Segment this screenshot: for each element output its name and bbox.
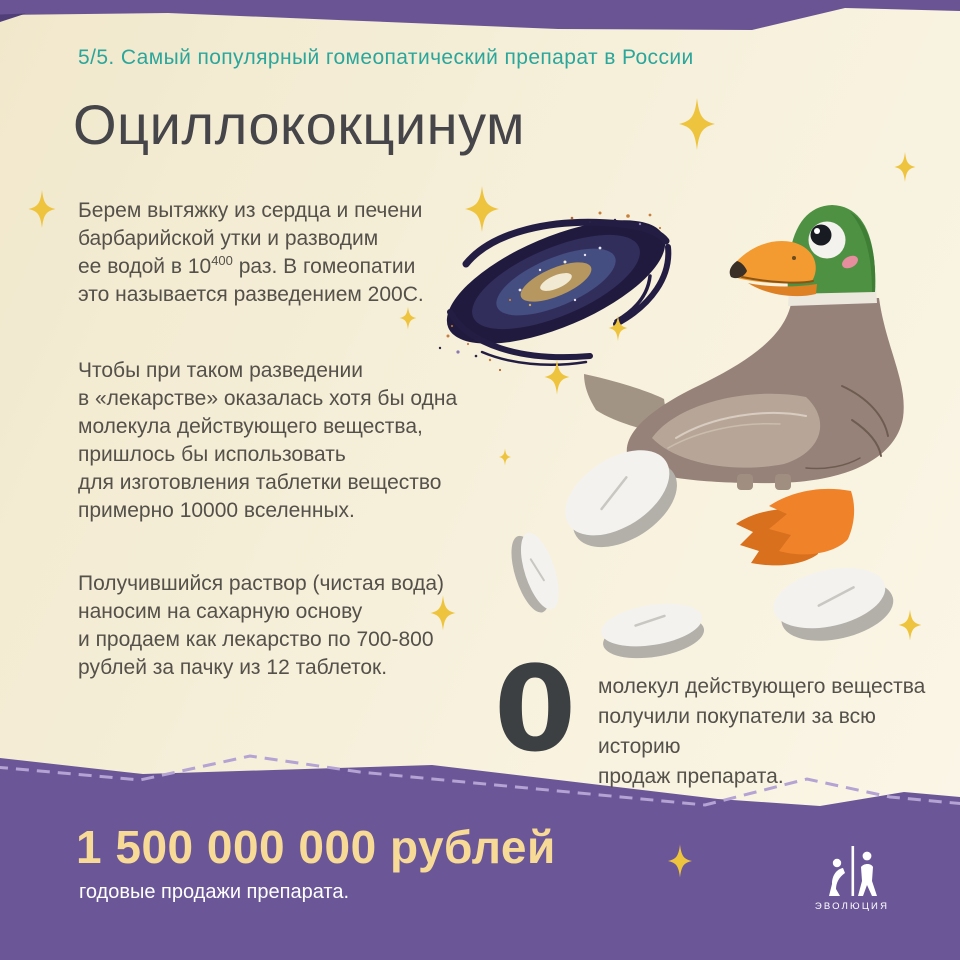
pill-icon — [504, 528, 567, 616]
sparkle-icon — [29, 190, 56, 228]
sparkle-icon — [895, 152, 916, 182]
page-title: Оциллококцинум — [73, 93, 525, 156]
paragraph-molecule — [78, 357, 457, 525]
text-line: наносим на сахарную основу — [78, 600, 363, 623]
sparkle-icon — [899, 610, 922, 641]
superscript-exponent: 400 — [211, 253, 233, 268]
zero-number: 0 — [494, 640, 577, 778]
text-line — [78, 253, 424, 281]
text-line: пришлось бы использовать — [78, 443, 346, 466]
page-subtitle: 5/5. Самый популярный гомеопатический препарат в России — [78, 46, 694, 69]
text-part: раз. В гомеопатии — [232, 255, 416, 278]
text-line: Чтобы при таком разведении — [78, 359, 363, 382]
text-line: это называется разведением 200С. — [78, 283, 424, 306]
sparkle-icon — [465, 186, 499, 232]
text-line: рублей за пачку из 12 таблеток. — [78, 656, 388, 679]
pill-icon — [598, 597, 707, 664]
annual-sales-amount: 1 500 000 000 рублей — [76, 821, 556, 873]
paragraph-solution — [78, 570, 444, 682]
text-line: в «лекарстве» оказалась хотя бы одна — [78, 387, 458, 410]
top-border — [0, 0, 960, 30]
sparkle-icon — [400, 307, 417, 330]
text-line: получили покупатели за всю историю — [598, 705, 876, 758]
sparkle-icon — [499, 449, 511, 466]
zero-caption — [598, 672, 960, 792]
text-line: продаж препарата. — [598, 765, 784, 788]
text-part: ее водой в 10 — [78, 255, 212, 278]
pill-icon — [767, 557, 899, 652]
galaxy-icon — [431, 195, 682, 371]
text-line: Получившийся раствор (чистая вода) — [78, 572, 444, 595]
logo-wordmark: ЭВОЛЮЦИЯ — [814, 901, 890, 912]
text-line: молекул действующего вещества — [598, 675, 926, 698]
annual-sales-caption: годовые продажи препарата. — [79, 881, 349, 903]
text-line: Берем вытяжку из сердца и печени — [78, 199, 423, 222]
text-line: примерно 10000 вселенных. — [78, 499, 355, 522]
text-line: молекула действующего вещества, — [78, 415, 423, 438]
paragraph-dilution — [78, 197, 424, 309]
text-line: для изготовления таблетки вещество — [78, 471, 442, 494]
text-line: и продаем как лекарство по 700-800 — [78, 628, 434, 651]
sparkle-icon — [679, 98, 715, 150]
text-line: барбарийской утки и разводим — [78, 227, 379, 250]
